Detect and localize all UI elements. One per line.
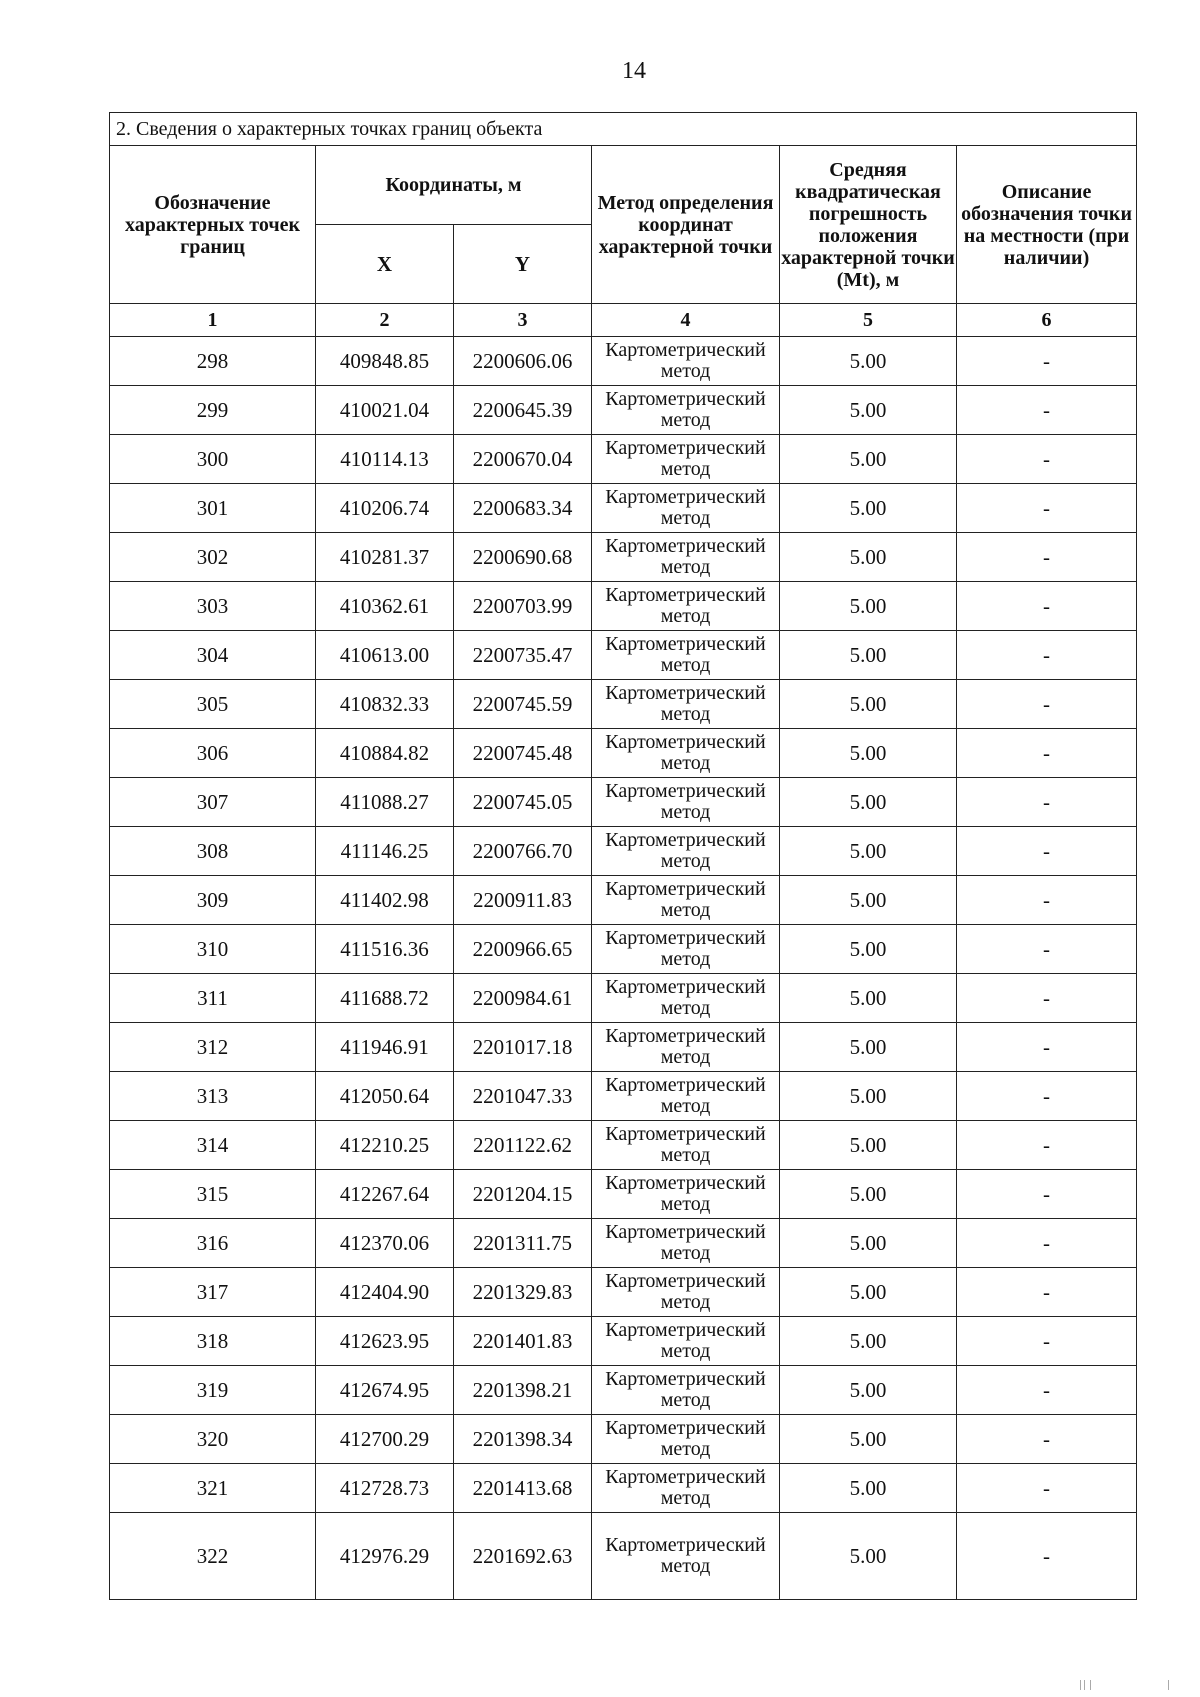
table-row <box>110 631 1137 680</box>
method-cell <box>592 533 780 582</box>
description-cell: - <box>957 778 1137 827</box>
method-text: метод <box>660 1291 711 1313</box>
method-text: Картометрический <box>605 1319 766 1341</box>
description-cell: - <box>957 1317 1137 1366</box>
accuracy-cell: 5.00 <box>780 1121 957 1170</box>
page-number: 14 <box>622 58 646 84</box>
point-cell: 299 <box>110 386 316 435</box>
x-coordinate-cell: 410613.00 <box>316 631 454 680</box>
y-coordinate-cell: 2200745.05 <box>454 778 592 827</box>
accuracy-cell: 5.00 <box>780 631 957 680</box>
y-coordinate-cell: 2201398.21 <box>454 1366 592 1415</box>
method-cell <box>592 925 780 974</box>
point-cell: 311 <box>110 974 316 1023</box>
method-text: Картометрический <box>605 437 766 459</box>
description-cell: - <box>957 1268 1137 1317</box>
description-cell: - <box>957 435 1137 484</box>
method-text: Картометрический <box>605 633 766 655</box>
description-cell: - <box>957 680 1137 729</box>
description-cell: - <box>957 827 1137 876</box>
x-coordinate-cell: 410114.13 <box>316 435 454 484</box>
y-coordinate-cell: 2200670.04 <box>454 435 592 484</box>
method-text: Картометрический <box>605 829 766 851</box>
header-point-designation: Обозначение характерных точек границ <box>110 146 316 304</box>
method-cell <box>592 827 780 876</box>
point-cell: 312 <box>110 1023 316 1072</box>
method-text: Картометрический <box>605 1172 766 1194</box>
table-row <box>110 876 1137 925</box>
method-text: метод <box>660 752 711 774</box>
x-coordinate-cell: 410206.74 <box>316 484 454 533</box>
description-cell: - <box>957 1366 1137 1415</box>
table-row <box>110 386 1137 435</box>
method-text: метод <box>660 409 711 431</box>
description-cell: - <box>957 1072 1137 1121</box>
y-coordinate-cell: 2201047.33 <box>454 1072 592 1121</box>
method-text: метод <box>660 1193 711 1215</box>
x-coordinate-cell: 412404.90 <box>316 1268 454 1317</box>
method-text: Картометрический <box>605 584 766 606</box>
accuracy-cell: 5.00 <box>780 925 957 974</box>
accuracy-cell: 5.00 <box>780 435 957 484</box>
method-text: Картометрический <box>605 976 766 998</box>
y-coordinate-cell: 2200766.70 <box>454 827 592 876</box>
description-cell: - <box>957 631 1137 680</box>
column-number: 5 <box>780 304 957 337</box>
column-number: 3 <box>454 304 592 337</box>
method-text: метод <box>660 1555 711 1577</box>
table-row <box>110 778 1137 827</box>
method-text: метод <box>660 1340 711 1362</box>
x-coordinate-cell: 411402.98 <box>316 876 454 925</box>
method-text: Картометрический <box>605 1417 766 1439</box>
table-row <box>110 1317 1137 1366</box>
description-cell: - <box>957 1464 1137 1513</box>
method-text: Картометрический <box>605 878 766 900</box>
x-coordinate-cell: 412050.64 <box>316 1072 454 1121</box>
method-text: метод <box>660 850 711 872</box>
x-coordinate-cell: 410021.04 <box>316 386 454 435</box>
method-text: Картометрический <box>605 1534 766 1556</box>
column-number: 2 <box>316 304 454 337</box>
table-row <box>110 1072 1137 1121</box>
method-cell <box>592 386 780 435</box>
method-text: Картометрический <box>605 388 766 410</box>
description-cell: - <box>957 484 1137 533</box>
point-cell: 321 <box>110 1464 316 1513</box>
accuracy-cell: 5.00 <box>780 1023 957 1072</box>
y-coordinate-cell: 2200911.83 <box>454 876 592 925</box>
method-cell <box>592 1268 780 1317</box>
method-text: Картометрический <box>605 535 766 557</box>
description-cell: - <box>957 1023 1137 1072</box>
method-text: Картометрический <box>605 1074 766 1096</box>
point-cell: 309 <box>110 876 316 925</box>
y-coordinate-cell: 2200606.06 <box>454 337 592 386</box>
x-coordinate-cell: 411516.36 <box>316 925 454 974</box>
method-text: метод <box>660 654 711 676</box>
method-cell <box>592 680 780 729</box>
x-coordinate-cell: 412700.29 <box>316 1415 454 1464</box>
point-cell: 308 <box>110 827 316 876</box>
accuracy-cell: 5.00 <box>780 533 957 582</box>
method-text: Картометрический <box>605 780 766 802</box>
table-row <box>110 1121 1137 1170</box>
table-row <box>110 729 1137 778</box>
header-accuracy: Средняя квадратическая погрешность положения характерной точки (Mt), м <box>780 146 957 304</box>
method-cell <box>592 435 780 484</box>
method-cell <box>592 778 780 827</box>
table-row <box>110 1464 1137 1513</box>
point-cell: 320 <box>110 1415 316 1464</box>
y-coordinate-cell: 2201692.63 <box>454 1513 592 1600</box>
method-text: метод <box>660 1046 711 1068</box>
column-number: 4 <box>592 304 780 337</box>
method-cell <box>592 484 780 533</box>
method-text: Картометрический <box>605 1123 766 1145</box>
x-coordinate-cell: 411088.27 <box>316 778 454 827</box>
method-text: метод <box>660 997 711 1019</box>
accuracy-cell: 5.00 <box>780 1415 957 1464</box>
method-text: метод <box>660 605 711 627</box>
x-coordinate-cell: 412370.06 <box>316 1219 454 1268</box>
boundary-points-table <box>109 112 1137 1600</box>
y-coordinate-cell: 2201401.83 <box>454 1317 592 1366</box>
y-coordinate-cell: 2200735.47 <box>454 631 592 680</box>
method-text: метод <box>660 1095 711 1117</box>
y-coordinate-cell: 2200683.34 <box>454 484 592 533</box>
accuracy-cell: 5.00 <box>780 1366 957 1415</box>
method-cell <box>592 1170 780 1219</box>
method-text: метод <box>660 1242 711 1264</box>
column-number: 1 <box>110 304 316 337</box>
accuracy-cell: 5.00 <box>780 1268 957 1317</box>
y-coordinate-cell: 2200745.59 <box>454 680 592 729</box>
table-row <box>110 925 1137 974</box>
y-coordinate-cell: 2200703.99 <box>454 582 592 631</box>
method-cell <box>592 1464 780 1513</box>
description-cell: - <box>957 1121 1137 1170</box>
x-coordinate-cell: 410884.82 <box>316 729 454 778</box>
point-cell: 319 <box>110 1366 316 1415</box>
y-coordinate-cell: 2200690.68 <box>454 533 592 582</box>
scan-artifact <box>1084 1680 1085 1690</box>
table-row <box>110 1170 1137 1219</box>
point-cell: 313 <box>110 1072 316 1121</box>
header-method: Метод определения координат характерной точки <box>592 146 780 304</box>
x-coordinate-cell: 412267.64 <box>316 1170 454 1219</box>
accuracy-cell: 5.00 <box>780 974 957 1023</box>
accuracy-cell: 5.00 <box>780 386 957 435</box>
method-text: Картометрический <box>605 1270 766 1292</box>
method-cell <box>592 876 780 925</box>
table-row <box>110 484 1137 533</box>
method-text: Картометрический <box>605 486 766 508</box>
y-coordinate-cell: 2201017.18 <box>454 1023 592 1072</box>
point-cell: 300 <box>110 435 316 484</box>
method-cell <box>592 1023 780 1072</box>
method-text: метод <box>660 1487 711 1509</box>
header-description: Описание обозначения точки на местности (при наличии) <box>957 146 1137 304</box>
point-cell: 302 <box>110 533 316 582</box>
point-cell: 303 <box>110 582 316 631</box>
method-cell <box>592 1219 780 1268</box>
description-cell: - <box>957 876 1137 925</box>
point-cell: 314 <box>110 1121 316 1170</box>
description-cell: - <box>957 386 1137 435</box>
point-cell: 315 <box>110 1170 316 1219</box>
point-cell: 317 <box>110 1268 316 1317</box>
accuracy-cell: 5.00 <box>780 1219 957 1268</box>
y-coordinate-cell: 2201311.75 <box>454 1219 592 1268</box>
table-row <box>110 582 1137 631</box>
point-cell: 307 <box>110 778 316 827</box>
x-coordinate-cell: 411688.72 <box>316 974 454 1023</box>
y-coordinate-cell: 2200645.39 <box>454 386 592 435</box>
x-coordinate-cell: 412210.25 <box>316 1121 454 1170</box>
column-number-row <box>110 304 1137 337</box>
accuracy-cell: 5.00 <box>780 827 957 876</box>
table-row <box>110 1268 1137 1317</box>
table-row <box>110 974 1137 1023</box>
x-coordinate-cell: 412976.29 <box>316 1513 454 1600</box>
method-text: метод <box>660 801 711 823</box>
table-row <box>110 1023 1137 1072</box>
accuracy-cell: 5.00 <box>780 1072 957 1121</box>
accuracy-cell: 5.00 <box>780 337 957 386</box>
method-cell <box>592 729 780 778</box>
method-cell <box>592 582 780 631</box>
table-row <box>110 533 1137 582</box>
x-coordinate-cell: 410281.37 <box>316 533 454 582</box>
point-cell: 301 <box>110 484 316 533</box>
point-cell: 305 <box>110 680 316 729</box>
method-text: метод <box>660 899 711 921</box>
table-row <box>110 680 1137 729</box>
y-coordinate-cell: 2201122.62 <box>454 1121 592 1170</box>
point-cell: 318 <box>110 1317 316 1366</box>
description-cell: - <box>957 729 1137 778</box>
x-coordinate-cell: 411946.91 <box>316 1023 454 1072</box>
description-cell: - <box>957 1415 1137 1464</box>
scan-artifact <box>1168 1680 1169 1690</box>
accuracy-cell: 5.00 <box>780 1317 957 1366</box>
header-coordinates: Координаты, м <box>316 146 592 225</box>
y-coordinate-cell: 2200745.48 <box>454 729 592 778</box>
x-coordinate-cell: 409848.85 <box>316 337 454 386</box>
method-text: Картометрический <box>605 682 766 704</box>
method-text: метод <box>660 458 711 480</box>
header-y: Y <box>454 225 592 304</box>
y-coordinate-cell: 2200966.65 <box>454 925 592 974</box>
accuracy-cell: 5.00 <box>780 582 957 631</box>
method-text: Картометрический <box>605 1466 766 1488</box>
method-cell <box>592 1415 780 1464</box>
description-cell: - <box>957 582 1137 631</box>
method-text: Картометрический <box>605 927 766 949</box>
description-cell: - <box>957 974 1137 1023</box>
description-cell: - <box>957 1513 1137 1600</box>
method-text: метод <box>660 1144 711 1166</box>
column-number: 6 <box>957 304 1137 337</box>
method-text: Картометрический <box>605 1368 766 1390</box>
accuracy-cell: 5.00 <box>780 680 957 729</box>
method-text: метод <box>660 360 711 382</box>
method-cell <box>592 1072 780 1121</box>
description-cell: - <box>957 337 1137 386</box>
method-cell <box>592 1366 780 1415</box>
table-row <box>110 1219 1137 1268</box>
point-cell: 298 <box>110 337 316 386</box>
method-text: метод <box>660 1389 711 1411</box>
scan-artifact <box>1080 1680 1081 1690</box>
point-cell: 304 <box>110 631 316 680</box>
method-text: Картометрический <box>605 339 766 361</box>
y-coordinate-cell: 2201204.15 <box>454 1170 592 1219</box>
accuracy-cell: 5.00 <box>780 484 957 533</box>
table-row <box>110 1415 1137 1464</box>
x-coordinate-cell: 411146.25 <box>316 827 454 876</box>
accuracy-cell: 5.00 <box>780 778 957 827</box>
description-cell: - <box>957 925 1137 974</box>
accuracy-cell: 5.00 <box>780 729 957 778</box>
method-text: Картометрический <box>605 731 766 753</box>
section-title: 2. Сведения о характерных точках границ объекта <box>110 113 1137 146</box>
x-coordinate-cell: 410832.33 <box>316 680 454 729</box>
point-cell: 316 <box>110 1219 316 1268</box>
table-row <box>110 1513 1137 1600</box>
header-x: X <box>316 225 454 304</box>
method-cell <box>592 974 780 1023</box>
method-text: Картометрический <box>605 1221 766 1243</box>
table-row <box>110 827 1137 876</box>
description-cell: - <box>957 1219 1137 1268</box>
point-cell: 306 <box>110 729 316 778</box>
method-text: Картометрический <box>605 1025 766 1047</box>
method-text: метод <box>660 948 711 970</box>
table-row <box>110 337 1137 386</box>
x-coordinate-cell: 412728.73 <box>316 1464 454 1513</box>
x-coordinate-cell: 412674.95 <box>316 1366 454 1415</box>
y-coordinate-cell: 2200984.61 <box>454 974 592 1023</box>
y-coordinate-cell: 2201413.68 <box>454 1464 592 1513</box>
accuracy-cell: 5.00 <box>780 1464 957 1513</box>
method-cell <box>592 1513 780 1600</box>
description-cell: - <box>957 1170 1137 1219</box>
y-coordinate-cell: 2201329.83 <box>454 1268 592 1317</box>
accuracy-cell: 5.00 <box>780 1170 957 1219</box>
y-coordinate-cell: 2201398.34 <box>454 1415 592 1464</box>
description-cell: - <box>957 533 1137 582</box>
accuracy-cell: 5.00 <box>780 876 957 925</box>
method-cell <box>592 1317 780 1366</box>
method-text: метод <box>660 1438 711 1460</box>
accuracy-cell: 5.00 <box>780 1513 957 1600</box>
scan-artifact <box>1090 1680 1091 1690</box>
point-cell: 322 <box>110 1513 316 1600</box>
method-cell <box>592 337 780 386</box>
table-row <box>110 435 1137 484</box>
table-row <box>110 1366 1137 1415</box>
method-text: метод <box>660 507 711 529</box>
method-cell <box>592 1121 780 1170</box>
method-text: метод <box>660 556 711 578</box>
method-cell <box>592 631 780 680</box>
x-coordinate-cell: 412623.95 <box>316 1317 454 1366</box>
x-coordinate-cell: 410362.61 <box>316 582 454 631</box>
point-cell: 310 <box>110 925 316 974</box>
method-text: метод <box>660 703 711 725</box>
